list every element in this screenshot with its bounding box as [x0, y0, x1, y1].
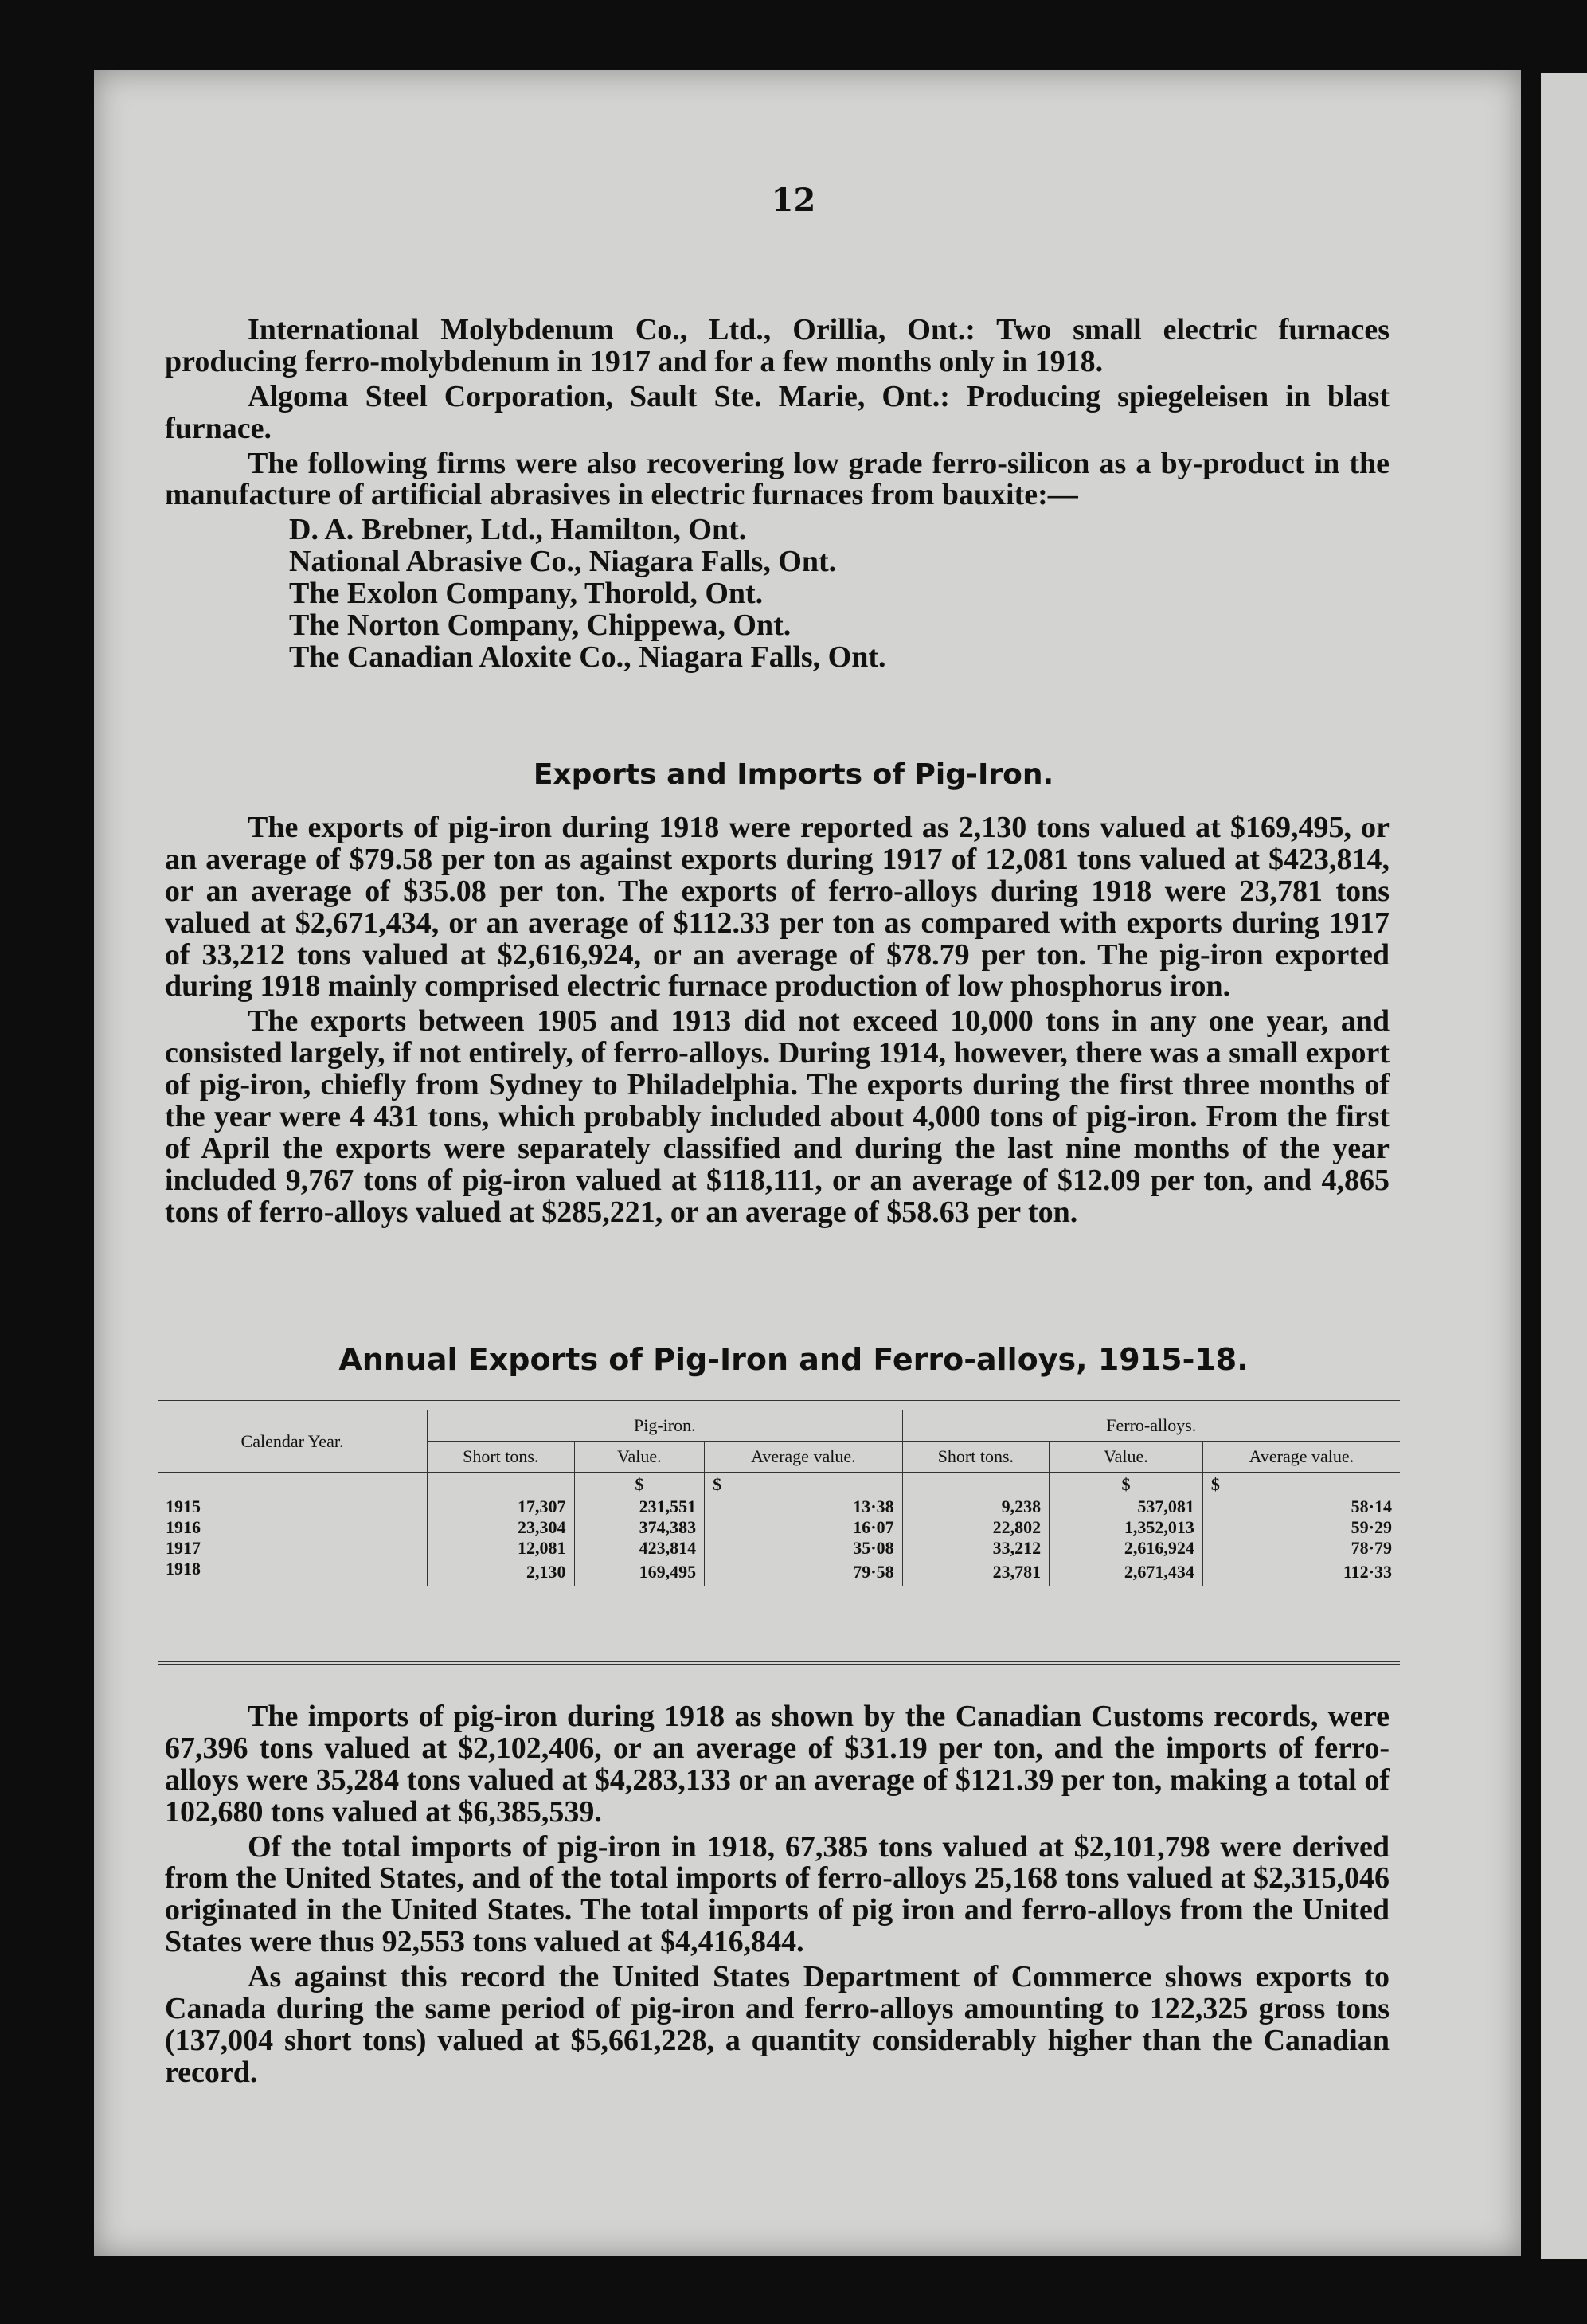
- header-pig-iron: Pig-iron.: [428, 1410, 903, 1442]
- table-row: [158, 1497, 1400, 1517]
- table-bottom-rule: [158, 1661, 1400, 1665]
- cell-fa-avg: 78·79: [1202, 1538, 1400, 1559]
- firm-item: The Canadian Aloxite Co., Niagara Falls, Ont.: [289, 640, 886, 674]
- cell-fa-value: 2,616,924: [1050, 1538, 1203, 1559]
- firm-item: The Exolon Company, Thorold, Ont.: [289, 577, 764, 611]
- row-year: 1916: [166, 1517, 201, 1537]
- header-pig-average-value: Average value.: [705, 1442, 902, 1473]
- cell-pig-value: 169,495: [574, 1559, 705, 1586]
- cell-fa-tons: 23,781: [902, 1559, 1050, 1586]
- header-calendar-year: Calendar Year.: [158, 1410, 428, 1473]
- paragraph-exports-1918: The exports of pig-iron during 1918 were reported as 2,130 tons valued at $169,495, or an average of $79.58 per ton as against exports during 1917 of 12,081 tons valued at $423,814, or an average of $35.08 per ton. The exports of ferro-alloys during 1918 were 23,781 tons valued at $2,671,434, or an average of $112.33 per ton as compared with exports during 1917 of 33,212 tons valued at $2,616,924, or an average of $78.79 per ton. The pig-iron exported during 1918 mainly comprised electric furnace production of low phosphorus iron.: [165, 811, 1390, 1004]
- paragraph-molybdenum: International Molybdenum Co., Ltd., Orillia, Ont.: Two small electric furnaces producing ferro-molybdenum in 1917 and for a few months only in 1918.: [165, 313, 1390, 378]
- firm-item: The Norton Company, Chippewa, Ont.: [289, 608, 792, 643]
- paragraph-imports-1918: The imports of pig-iron during 1918 as shown by the Canadian Customs records, were 67,396 tons valued at $2,102,406, or an average of $31.19 per ton, and the imports of ferro-alloys were 35,284 tons valued at $4,283,133 or an average of $121.39 per ton, making a total of 102,680 tons valued at $6,385,539.: [165, 1700, 1390, 1829]
- currency-symbol: $: [1050, 1473, 1203, 1497]
- currency-row: [158, 1473, 1400, 1497]
- cell-fa-tons: 9,238: [902, 1497, 1050, 1517]
- adjacent-page-edge: [1541, 73, 1587, 2259]
- cell-pig-avg: 13·38: [705, 1497, 902, 1517]
- row-year: 1915: [166, 1497, 201, 1516]
- exports-table: [158, 1410, 1400, 1586]
- cell-pig-tons: 23,304: [428, 1517, 575, 1538]
- currency-symbol: $: [705, 1473, 902, 1497]
- cell-pig-tons: 12,081: [428, 1538, 575, 1559]
- cell-pig-avg: 79·58: [705, 1559, 902, 1586]
- cell-pig-value: 423,814: [574, 1538, 705, 1559]
- cell-fa-avg: 59·29: [1202, 1517, 1400, 1538]
- cell-fa-avg: 112·33: [1202, 1559, 1400, 1586]
- row-year: 1918: [166, 1559, 201, 1579]
- cell-fa-value: 1,352,013: [1050, 1517, 1203, 1538]
- cell-pig-tons: 17,307: [428, 1497, 575, 1517]
- table-row: [158, 1538, 1400, 1559]
- firms-list: [289, 514, 1390, 673]
- header-fa-value: Value.: [1050, 1442, 1203, 1473]
- cell-fa-value: 537,081: [1050, 1497, 1203, 1517]
- cell-fa-avg: 58·14: [1202, 1497, 1400, 1517]
- table-top-rule: [158, 1400, 1400, 1403]
- firm-item: D. A. Brebner, Ltd., Hamilton, Ont.: [289, 513, 747, 547]
- header-ferro-alloys: Ferro-alloys.: [902, 1410, 1400, 1442]
- cell-fa-value: 2,671,434: [1050, 1559, 1203, 1586]
- header-fa-average-value: Average value.: [1202, 1442, 1400, 1473]
- imports-section: [165, 1701, 1390, 2092]
- exports-section: [165, 812, 1390, 1232]
- paragraph-firms-intro: The following firms were also recovering low grade ferro-silicon as a by-product in the manufacture of artificial abrasives in electric furnaces from bauxite:—: [165, 446, 1390, 512]
- table-row: [158, 1517, 1400, 1538]
- header-fa-short-tons: Short tons.: [902, 1442, 1050, 1473]
- header-pig-value: Value.: [574, 1442, 705, 1473]
- table-title: Annual Exports of Pig-Iron and Ferro-alloys, 1915-18.: [338, 1342, 1249, 1377]
- currency-symbol: $: [1202, 1473, 1400, 1497]
- firm-item: National Abrasive Co., Niagara Falls, Ont.: [289, 545, 837, 579]
- paragraph-imports-us: Of the total imports of pig-iron in 1918, 67,385 tons valued at $2,101,798 were derived from the United States, and of the total imports of ferro-alloys 25,168 tons valued at $2,315,046 originated in the United States. The total imports of pig iron and ferro-alloys from the United States were thus 92,553 tons valued at $4,416,844.: [165, 1829, 1390, 1959]
- table-row: [158, 1559, 1400, 1586]
- currency-symbol: $: [574, 1473, 705, 1497]
- header-pig-short-tons: Short tons.: [428, 1442, 575, 1473]
- cell-pig-value: 231,551: [574, 1497, 705, 1517]
- page-number: 12: [771, 182, 816, 219]
- cell-pig-tons: 2,130: [428, 1559, 575, 1586]
- cell-fa-tons: 33,212: [902, 1538, 1050, 1559]
- intro-section: [165, 315, 1390, 674]
- paragraph-exports-history: The exports between 1905 and 1913 did not exceed 10,000 tons in any one year, and consisted largely, if not entirely, of ferro-alloys. During 1914, however, there was a small export of pig-iron, chiefly from Sydney to Philadelphia. The exports during the first three months of the year were 4 431 tons, which probably included about 4,000 tons of pig-iron. From the first of April the exports were separately classified and during the last nine months of the year included 9,767 tons of pig-iron valued at $118,111, or an average of $12.09 per ton, and 4,865 tons of ferro-alloys valued at $285,221, or an average of $58.63 per ton.: [165, 1004, 1390, 1229]
- paragraph-algoma: Algoma Steel Corporation, Sault Ste. Marie, Ont.: Producing spiegeleisen in blast furnace.: [165, 379, 1390, 445]
- cell-pig-value: 374,383: [574, 1517, 705, 1538]
- row-year: 1917: [166, 1538, 201, 1558]
- paragraph-us-commerce: As against this record the United States Department of Commerce shows exports to Canada during the same period of pig-iron and ferro-alloys amounting to 122,325 gross tons (137,004 short tons) valued at $5,661,228, a quantity considerably higher than the Canadian record.: [165, 1960, 1390, 2089]
- cell-pig-avg: 16·07: [705, 1517, 902, 1538]
- cell-fa-tons: 22,802: [902, 1517, 1050, 1538]
- cell-pig-avg: 35·08: [705, 1538, 902, 1559]
- section-heading: Exports and Imports of Pig-Iron.: [533, 758, 1054, 791]
